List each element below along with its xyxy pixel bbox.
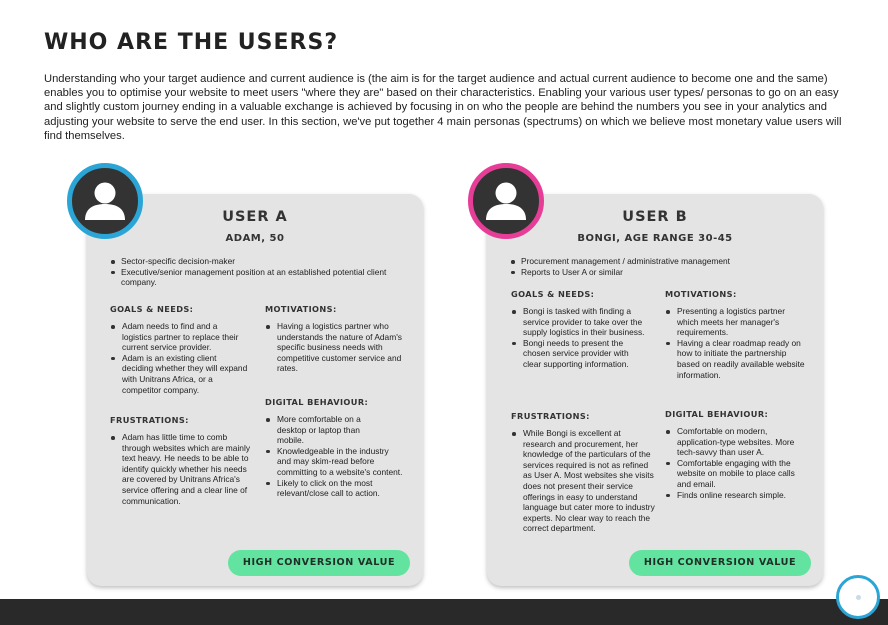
- list-item: Adam is an existing client deciding whether they will expand with Unitrans Africa, or a competitor company.: [110, 353, 248, 395]
- persona-summary-list: [510, 256, 810, 277]
- list-item: Comfortable engaging with the website on mobile to place calls and email.: [665, 458, 809, 490]
- section-heading: FRUSTRATIONS:: [511, 411, 590, 421]
- section-heading: GOALS & NEEDS:: [511, 289, 595, 299]
- user-icon: [468, 163, 544, 239]
- high-conversion-value-badge: HIGH CONVERSION VALUE: [228, 550, 410, 576]
- list-item: Bongi needs to present the chosen service provider with clear supporting information.: [511, 338, 649, 370]
- list-item: Executive/senior management position at an established potential client company.: [110, 267, 401, 288]
- digital-behaviour-section: [665, 409, 815, 500]
- goals-section: [110, 304, 255, 395]
- list-item: Procurement management / administrative management: [510, 256, 810, 267]
- motivations-section: [665, 289, 813, 380]
- user-icon: [67, 163, 143, 239]
- section-heading: DIGITAL BEHAVIOUR:: [265, 397, 369, 407]
- high-conversion-value-badge: HIGH CONVERSION VALUE: [629, 550, 811, 576]
- list-item: Having a clear roadmap ready on how to initiate the partnership based on readily available website information.: [665, 338, 807, 380]
- list-item: Comfortable on modern, application-type websites. More tech-savvy than user A.: [665, 426, 805, 458]
- list-item: Adam needs to find and a logistics partner to replace their current service provider.: [110, 321, 240, 353]
- motivations-section: [265, 304, 413, 374]
- list-item: Presenting a logistics partner which meets her manager's requirements.: [665, 306, 807, 338]
- section-heading: GOALS & NEEDS:: [110, 304, 194, 314]
- page-nav-button[interactable]: [836, 575, 880, 619]
- persona-card-user-a: [87, 194, 423, 586]
- dot-icon: [856, 595, 861, 600]
- section-heading: MOTIVATIONS:: [265, 304, 337, 314]
- section-heading: FRUSTRATIONS:: [110, 415, 189, 425]
- list-item: Reports to User A or similar: [510, 267, 810, 278]
- persona-subtitle: ADAM, 50: [225, 233, 285, 244]
- persona-title: USER A: [222, 209, 288, 225]
- list-item: Bongi is tasked with finding a service provider to take over the supply logistics in their business.: [511, 306, 649, 338]
- persona-subtitle: BONGI, AGE RANGE 30-45: [577, 233, 733, 244]
- list-item: Likely to click on the most relevant/close call to action.: [265, 478, 405, 499]
- persona-title: USER B: [622, 209, 688, 225]
- list-item: Adam has little time to comb through websites which are mainly text heavy. He needs to be able to identify quickly whether his needs are covered by Unitrans Africa's service offering and a clear line of communication.: [110, 432, 250, 506]
- list-item: Finds online research simple.: [665, 490, 809, 501]
- section-heading: DIGITAL BEHAVIOUR:: [665, 409, 769, 419]
- list-item: Sector-specific decision-maker: [110, 256, 410, 267]
- list-item: Knowledgeable in the industry and may skim-read before committing to a website's content.: [265, 446, 405, 478]
- intro-paragraph: Understanding who your target audience and current audience is (the aim is for the target audience and actual current audience to become one and the same) enables you to optimise your website to meet users "where they are" based on their characteristics. Enabling your various user types/ personas to go on an easy and slightly custom journey ending in a valuable exchange is achieved by focusing in on who the people are behind the numbers you see in your analytics and adjusting your website to serve the end user. In this section, we've put together 4 main personas (spectrums) on which we believe most monetary value users will find themselves.: [44, 73, 842, 142]
- page-title: WHO ARE THE USERS?: [44, 30, 339, 55]
- list-item: Having a logistics partner who understands the nature of Adam's specific business needs with competitive customer service and rates.: [265, 321, 407, 374]
- goals-section: [511, 289, 656, 370]
- list-item: More comfortable on a desktop or laptop than mobile.: [265, 414, 381, 446]
- section-heading: MOTIVATIONS:: [665, 289, 737, 299]
- frustrations-section: [511, 411, 661, 534]
- list-item: While Bongi is excellent at research and procurement, her knowledge of the particulars of the services required is not as refined as User A. Most websites she visits does not present their service offerings in easy to understand language but cater more to industry experts. No clear way to reach the correct department.: [511, 428, 655, 534]
- frustrations-section: [110, 415, 255, 506]
- persona-card-user-b: [487, 194, 823, 586]
- persona-summary-list: [110, 256, 410, 288]
- footer-bar: [0, 599, 888, 625]
- digital-behaviour-section: [265, 397, 413, 499]
